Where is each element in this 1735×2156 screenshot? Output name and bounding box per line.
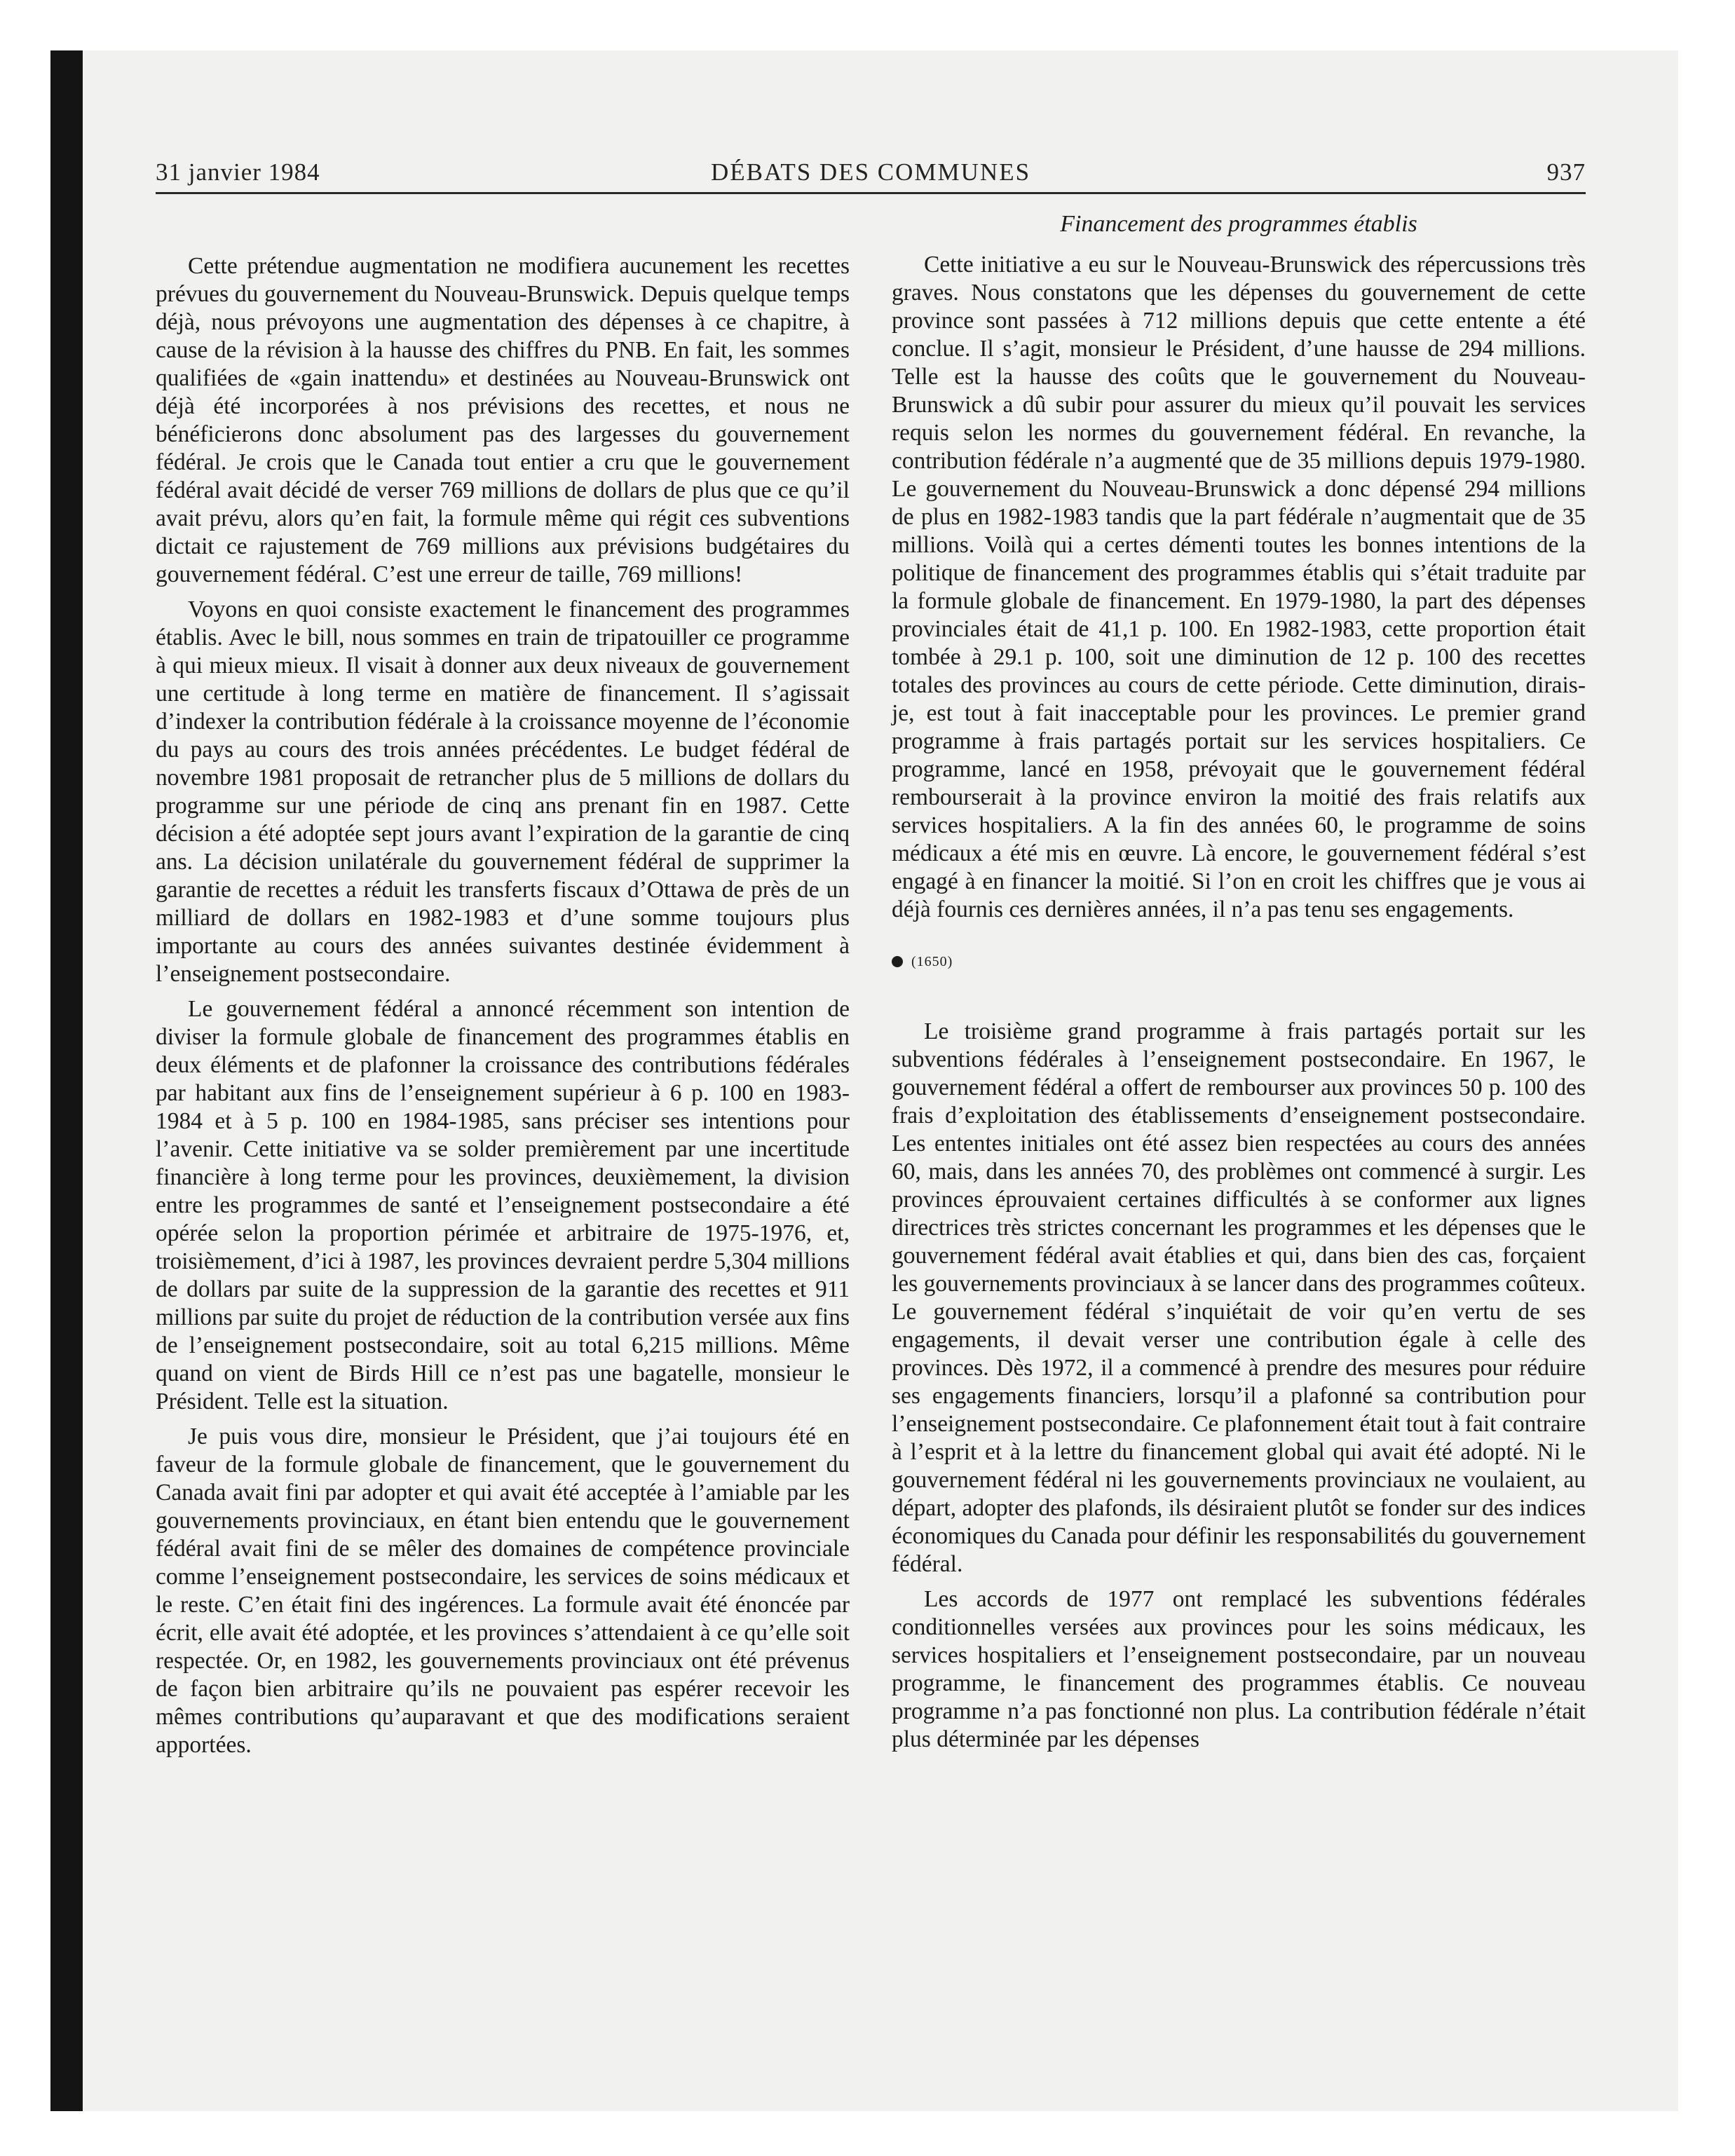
- paragraph: Voyons en quoi consiste exactement le financement des programmes établis. Avec le bill, nous sommes en train de tripatouiller ce programme à qui mieux mieux. Il visait à donner aux deux niveaux de gouvernement une certitude à long terme en matière de financement. Il s’agissait d’indexer la contribution fédérale à la croissance moyenne de l’économie du pays au cours des trois années précédentes. Le budget fédéral de novembre 1981 proposait de retrancher plus de 5 millions de dollars du programme sur une période de cinq ans prenant fin en 1987. Cette décision a été adoptée sept jours avant l’expiration de la garantie de cinq ans. La décision unilatérale du gouvernement fédéral de supprimer la garantie de recettes a réduit les transferts fiscaux d’Ottawa de près de un milliard de dollars en 1982-1983 et d’une somme toujours plus importante au cours des années suivantes destinée évidemment à l’enseignement postsecondaire.: [156, 596, 850, 987]
- paragraph: Les accords de 1977 ont remplacé les subventions fédérales conditionnelles versées aux provinces pour les soins médicaux, les services hospitaliers et l’enseignement postsecondaire, par un nouveau programme, le financement des programmes établis. Ce nouveau programme n’a pas fonctionné non plus. La contribution fédérale n’était plus déterminée par les dépenses: [892, 1586, 1586, 1752]
- bullet-icon: [892, 956, 903, 967]
- header-date: 31 janvier 1984: [156, 158, 320, 186]
- binding-edge: [50, 50, 83, 2111]
- section-title: Financement des programmes établis: [1060, 211, 1417, 237]
- paragraph: Je puis vous dire, monsieur le Président, que j’ai toujours été en faveur de la formule globale de financement, que le gouvernement du Canada avait fini par adopter et qui avait été acceptée à l’amiable par les gouvernements provinciaux, en étant bien entendu que le gouvernement fédéral avait fini de se mêler des domaines de compétence provinciale comme l’enseignement postsecondaire, les services de soins médicaux et le reste. C’en était fini des ingérences. La formule avait été énoncée par écrit, elle avait été adoptée, et les provinces s’attendaient à ce qu’elle soit respectée. Or, en 1982, les gouvernements provinciaux ont été prévenus de façon bien arbitraire qu’ils ne pouvaient pas espérer recevoir les mêmes contributions qu’auparavant et que des modifications seraient apportées.: [156, 1424, 850, 1758]
- left-column: [156, 252, 850, 1766]
- header-title: DÉBATS DES COMMUNES: [710, 158, 1031, 186]
- paragraph: Cette initiative a eu sur le Nouveau-Brunswick des répercussions très graves. Nous constatons que les dépenses du gouvernement de cette province sont passées à 712 millions depuis que cette entente a été conclue. Il s’agit, monsieur le Président, d’une hausse de 294 millions. Telle est la hausse des coûts que le gouvernement du Nouveau-Brunswick a dû subir pour assurer du mieux qu’il pouvait les services requis selon les normes du gouvernement fédéral. En revanche, la contribution fédérale n’a augmenté que de 35 millions depuis 1979-1980. Le gouvernement du Nouveau-Brunswick a donc dépensé 294 millions de plus en 1982-1983 tandis que la part fédérale n’augmentait que de 35 millions. Voilà qui a certes démenti toutes les bonnes intentions de la politique de financement des programmes établis qui s’était traduite par la formule globale de financement. En 1979-1980, la part des dépenses provinciales était de 41,1 p. 100. En 1982-1983, cette proportion était tombée à 29.1 p. 100, soit une diminution de 12 p. 100 des recettes totales des provinces au cours de cette période. Cette diminution, dirais-je, est tout à fait inacceptable pour les provinces. Le premier grand programme à frais partagés portait sur les services hospitaliers. Ce programme, lancé en 1958, prévoyait que le gouvernement fédéral rembourserait à la province environ la moitié des frais relatifs aux services hospitaliers. A la fin des années 60, le programme de soins médicaux a été mis en œuvre. Là encore, le gouvernement fédéral s’est engagé à en financer la moitié. Si l’on en croit les chiffres que je vous ai déjà fournis ces dernières années, il n’a pas tenu ses engagements.: [892, 252, 1586, 922]
- page-number: 937: [1546, 158, 1586, 186]
- paragraph: Cette prétendue augmentation ne modifiera aucunement les recettes prévues du gouvernement du Nouveau-Brunswick. Depuis quelque temps déjà, nous prévoyons une augmentation des dépenses à ce chapitre, à cause de la révision à la hausse des chiffres du PNB. En fait, les sommes qualifiées de «gain inattendu» et destinées au Nouveau-Brunswick ont déjà été incorporées à nos prévisions des recettes, et nous ne bénéficierons donc absolument pas des largesses du gouvernement fédéral. Je crois que le Canada tout entier a cru que le gouvernement fédéral avait décidé de verser 769 millions de dollars de plus que ce qu’il avait prévu, alors qu’en fait, la formule même qui régit ces subventions dictait ce rajustement de 769 millions aux prévisions budgétaires du gouvernement fédéral. C’est une erreur de taille, 769 millions!: [156, 253, 850, 587]
- right-column: [892, 210, 1586, 1761]
- timestamp-text: (1650): [911, 954, 953, 969]
- timestamp-marker: [892, 948, 1586, 976]
- paragraph: Le gouvernement fédéral a annoncé récemment son intention de diviser la formule globale de financement des programmes établis en deux éléments et de plafonner la croissance des contributions fédérales par habitant aux fins de l’enseignement supérieur à 6 p. 100 en 1983-1984 et à 5 p. 100 en 1984-1985, sans préciser ses intentions pour l’avenir. Cette initiative va se solder premièrement par une incertitude financière à long terme pour les provinces, deuxièmement, la division entre les programmes de santé et l’enseignement postsecondaire a été opérée selon la proportion périmée et arbitraire de 1975-1976, et, troisièmement, d’ici à 1987, les provinces devraient perdre 5,304 millions de dollars par suite de la suppression de la garantie des recettes et 911 millions par suite du projet de réduction de la contribution versée aux fins de l’enseignement postsecondaire, soit au total 6,215 millions. Même quand on vient de Birds Hill ce n’est pas une bagatelle, monsieur le Président. Telle est la situation.: [156, 996, 850, 1414]
- paragraph: Le troisième grand programme à frais partagés portait sur les subventions fédérales à l’enseignement postsecondaire. En 1967, le gouvernement fédéral a offert de rembourser aux provinces 50 p. 100 des frais d’exploitation des établissements d’enseignement postsecondaire. Les ententes initiales ont été assez bien respectées au cours des années 60, mais, dans les années 70, des problèmes ont commencé à surgir. Les provinces éprouvaient certaines difficultés à se conformer aux lignes directrices très strictes concernant les programmes et les dépenses que le gouvernement fédéral avait établies et qui, dans bien des cas, forçaient les gouvernements provinciaux à se lancer dans des programmes coûteux. Le gouvernement fédéral s’inquiétait de voir qu’en vertu de ses engagements, il devait verser une contribution égale à celle des provinces. Dès 1972, il a commencé à prendre des mesures pour réduire ses engagements financiers, lorsqu’il a plafonné sa contribution pour l’enseignement postsecondaire. Ce plafonnement était tout à fait contraire à l’esprit et à la lettre du financement global qui avait été adopté. Ni le gouvernement fédéral ni les gouvernements provinciaux ne voulaient, au départ, adopter des plafonds, ils désiraient plutôt se fonder sur des indices économiques du Canada pour définir les responsabilités du gouvernement fédéral.: [892, 1018, 1586, 1577]
- page-header: [156, 156, 1586, 194]
